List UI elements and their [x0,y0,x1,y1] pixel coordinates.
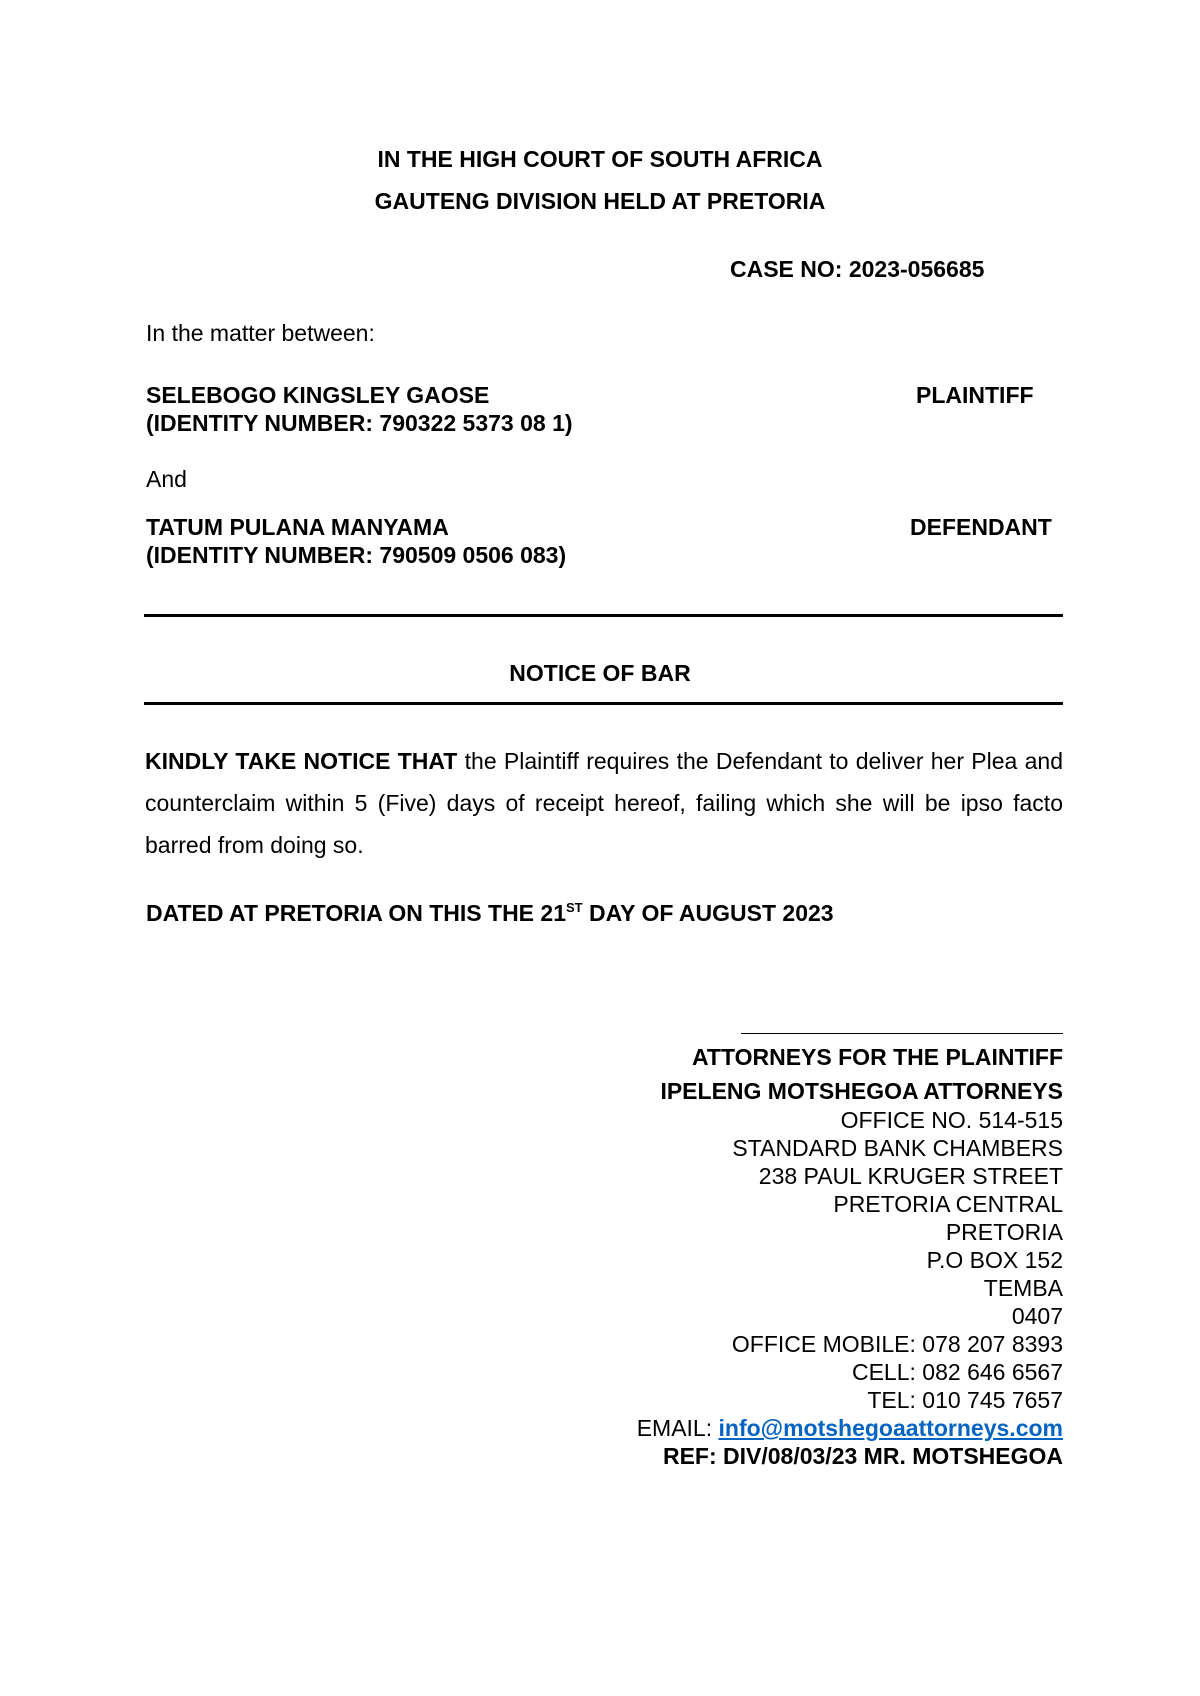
plaintiff-name: SELEBOGO KINGSLEY GAOSE [146,382,490,408]
court-name: IN THE HIGH COURT OF SOUTH AFRICA [377,146,823,172]
email-link[interactable]: info@motshegoaattorneys.com [718,1415,1063,1441]
defendant-role: DEFENDANT [910,514,1052,540]
address-line: OFFICE NO. 514-515 [840,1107,1063,1133]
defendant-name: TATUM PULANA MANYAMA [146,514,449,540]
dated-prefix: DATED AT PRETORIA ON THIS THE 21 [146,900,566,926]
plaintiff-role: PLAINTIFF [916,382,1034,408]
attorneys-heading: ATTORNEYS FOR THE PLAINTIFF [692,1044,1063,1070]
document-title: NOTICE OF BAR [509,660,691,686]
address-line: CELL: 082 646 6567 [851,1359,1063,1385]
address-line: TEL: 010 745 7657 [867,1387,1063,1413]
notice-text: the Plaintiff requires the Defendant to deliver her Plea and counterclaim within 5 (Five) days of receipt hereof, failing which she will be ipso facto barred from doing so. [145,748,1063,858]
signature-headings [660,1040,1063,1108]
plaintiff-id: (IDENTITY NUMBER: 790322 5373 08 1) [146,410,573,436]
bottom-rule [144,702,1063,705]
case-number: CASE NO: 2023-056685 [730,256,985,282]
address-line: PRETORIA [945,1219,1063,1245]
email-row [637,1414,1063,1442]
dated-rest: DAY OF AUGUST 2023 [582,900,834,926]
address-line: P.O BOX 152 [926,1247,1063,1273]
dated-line [146,900,834,927]
signature-line [741,1033,1063,1034]
dated-superscript: ST [566,900,583,915]
defendant-id: (IDENTITY NUMBER: 790509 0506 083) [146,542,567,568]
matter-between: In the matter between: [146,320,375,346]
address-line: PRETORIA CENTRAL [833,1191,1063,1217]
and-label: And [146,466,187,492]
top-rule [144,614,1063,617]
address-line: 0407 [1011,1303,1063,1329]
court-division: GAUTENG DIVISION HELD AT PRETORIA [374,188,826,214]
email-label: EMAIL: [636,1415,719,1441]
address-line: 238 PAUL KRUGER STREET [758,1163,1063,1189]
notice-paragraph [145,740,1063,866]
address-line: TEMBA [983,1275,1063,1301]
address-line: OFFICE MOBILE: 078 207 8393 [731,1331,1063,1357]
firm-name: IPELENG MOTSHEGOA ATTORNEYS [660,1078,1063,1104]
address-line: STANDARD BANK CHAMBERS [732,1135,1063,1161]
reference: REF: DIV/08/03/23 MR. MOTSHEGOA [662,1443,1063,1469]
notice-lead: KINDLY TAKE NOTICE THAT [145,748,458,774]
address-block [637,1106,1063,1470]
